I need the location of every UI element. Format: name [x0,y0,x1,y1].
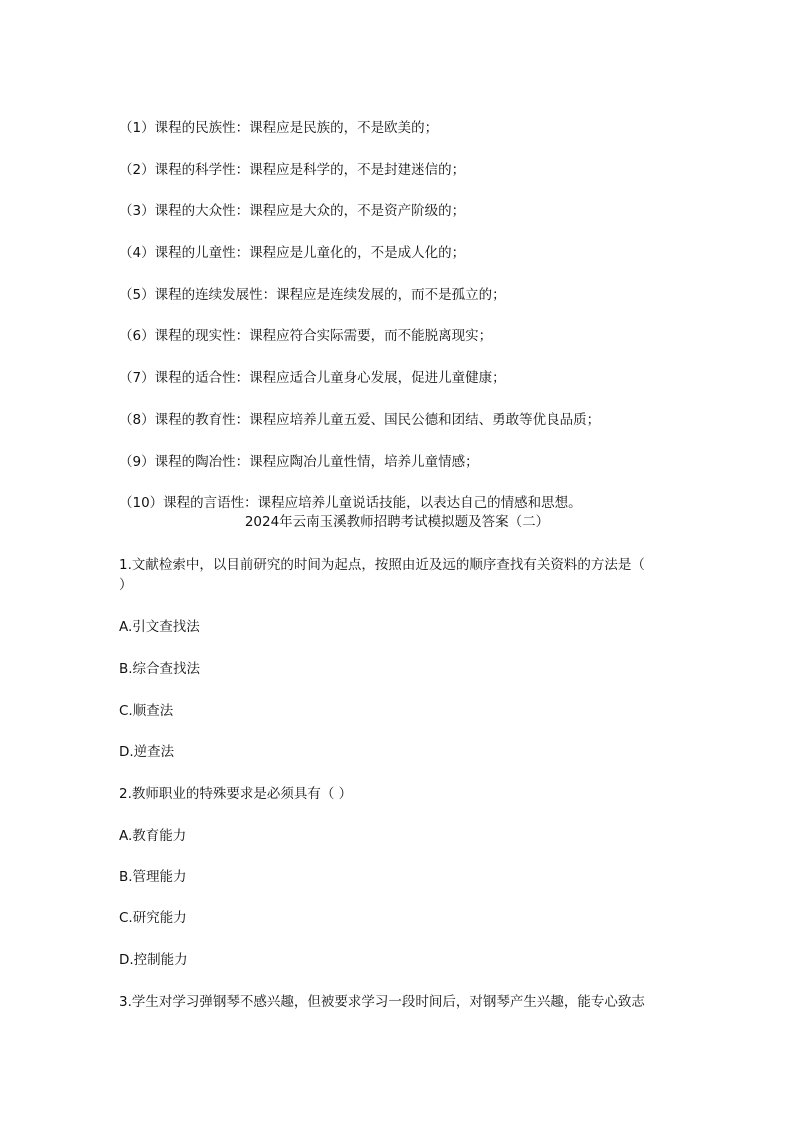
list-item: （4）课程的儿童性：课程应是儿童化的，不是成人化的； [119,245,466,261]
option-d: D.逆查法 [119,744,175,760]
list-item: （6）课程的现实性：课程应符合实际需要，而不能脱离现实； [119,328,493,344]
option-d: D.控制能力 [119,952,188,968]
list-item: （9）课程的陶冶性：课程应陶冶儿童性情，培养儿童情感； [119,454,479,470]
list-item: （1）课程的民族性：课程应是民族的，不是欧美的； [119,120,439,136]
section-title: 2024年云南玉溪教师招聘考试模拟题及答案（二） [244,514,550,530]
option-b: B.管理能力 [119,869,187,885]
question-stem: 2.教师职业的特殊要求是必须具有（ ） [119,786,353,802]
option-c: C.研究能力 [119,910,187,926]
question-stem: 1.文献检索中，以目前研究的时间为起点，按照由近及远的顺序查找有关资料的方法是（ [119,557,645,573]
question-stem: 3.学生对学习弹钢琴不感兴趣，但被要求学习一段时间后，对钢琴产生兴趣，能专心致志 [119,994,645,1010]
list-item: （2）课程的科学性：课程应是科学的，不是封建迷信的； [119,162,466,178]
option-b: B.综合查找法 [119,661,201,677]
list-item: （10）课程的言语性：课程应培养儿童说话技能，以表达自己的情感和思想。 [119,495,582,511]
list-item: （3）课程的大众性：课程应是大众的，不是资产阶级的； [119,203,466,219]
option-a: A.教育能力 [119,828,187,844]
list-item: （5）课程的连续发展性：课程应是连续发展的，而不是孤立的； [119,287,506,303]
option-a: A.引文查找法 [119,619,200,635]
question-stem-cont: ） [119,577,133,593]
option-c: C.顺查法 [119,703,174,719]
list-item: （7）课程的适合性：课程应适合儿童身心发展，促进儿童健康； [119,370,506,386]
list-item: （8）课程的教育性：课程应培养儿童五爱、国民公德和团结、勇敢等优良品质； [119,412,601,428]
